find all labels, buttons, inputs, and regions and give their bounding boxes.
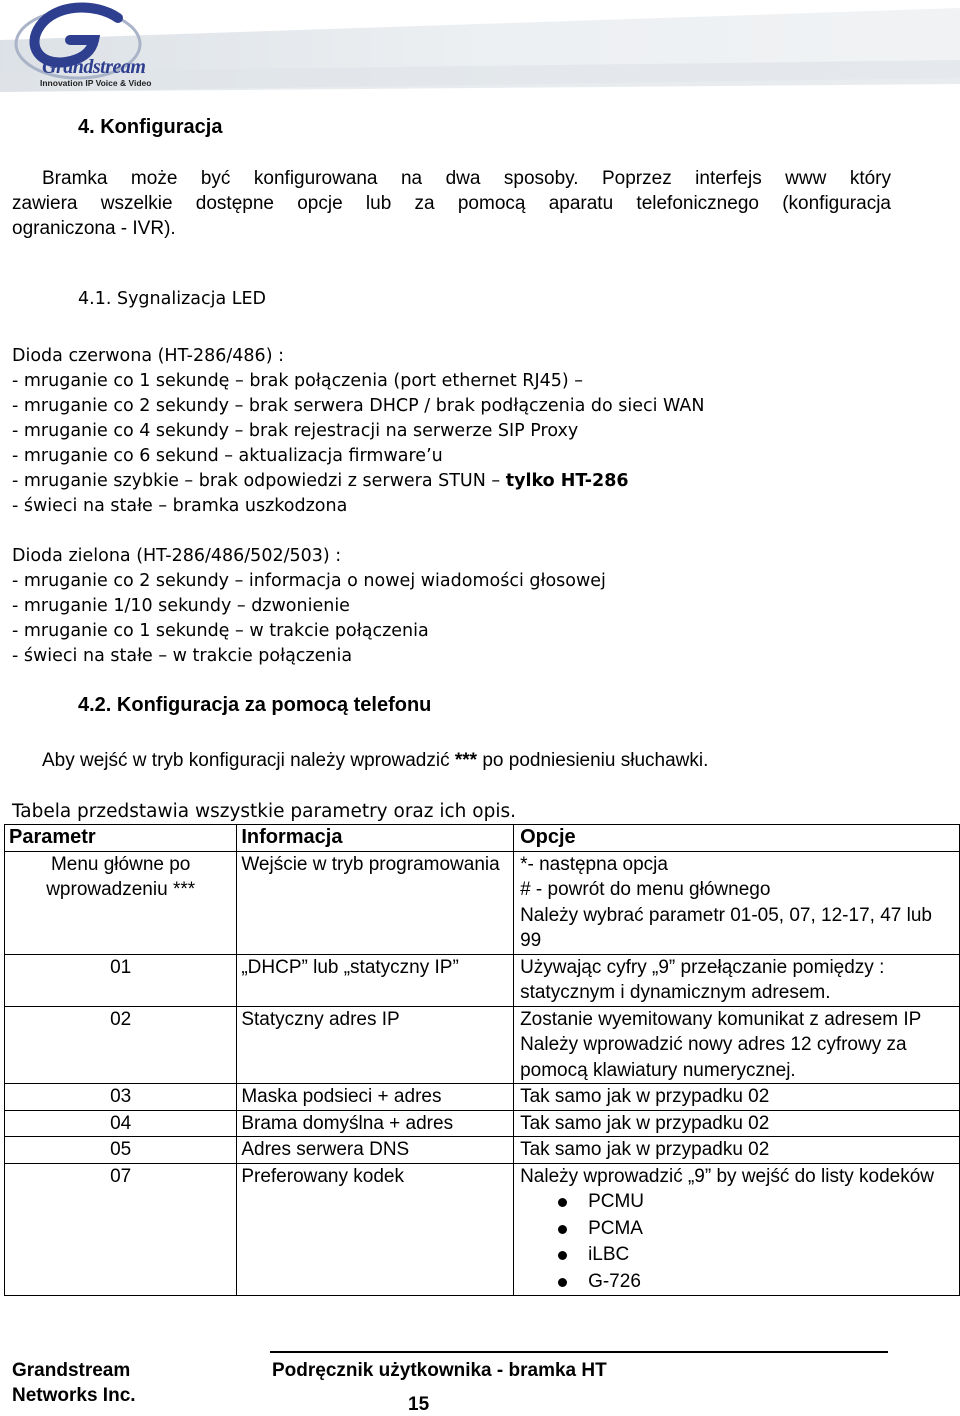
- section-4-2-heading: 4.2. Konfiguracja za pomocą telefonu: [78, 694, 432, 716]
- param-cell: Menu główne po wprowadzeniu ***: [5, 851, 237, 954]
- logo-wordmark: Grandstream: [42, 56, 146, 78]
- section-4-1-heading: 4.1. Sygnalizacja LED: [78, 289, 267, 309]
- ht286-only-note: tylko HT-286: [505, 471, 629, 491]
- intro-line-1: Bramka może być konfigurowana na dwa sposoby. Poprzez interfejs www który: [42, 168, 891, 189]
- table-row: [5, 1110, 960, 1137]
- codec-item: G-726: [588, 1269, 955, 1296]
- options-cell: Tak samo jak w przypadku 02: [514, 1137, 960, 1164]
- footer-company-line-2: Networks Inc.: [12, 1385, 136, 1406]
- options-cell: [514, 1006, 960, 1084]
- options-cell: Tak samo jak w przypadku 02: [514, 1110, 960, 1137]
- footer-manual-title: Podręcznik użytkownika - bramka HT: [272, 1360, 607, 1381]
- green-led-item: - mruganie co 2 sekundy – informacja o nowej wiadomości głosowej: [12, 571, 606, 591]
- info-cell: „DHCP” lub „statyczny IP”: [237, 954, 514, 1006]
- parameters-table: [4, 824, 960, 1296]
- table-row: [5, 1006, 960, 1084]
- codec-item: iLBC: [588, 1242, 955, 1269]
- info-cell: Statyczny adres IP: [237, 1006, 514, 1084]
- page-number: 15: [408, 1394, 430, 1415]
- table-header-row: [5, 825, 960, 852]
- option-line: *- następna opcja: [520, 853, 668, 875]
- param-cell: 03: [5, 1084, 237, 1111]
- red-led-item: - mruganie co 4 sekundy – brak rejestracji na serwerze SIP Proxy: [12, 421, 579, 441]
- option-line: Zostanie wyemitowany komunikat z adresem IP: [520, 1008, 922, 1030]
- footer-divider: [270, 1351, 888, 1353]
- footer-company-line-1: Grandstream: [12, 1360, 131, 1381]
- red-led-item: - mruganie co 1 sekundę – brak połączenia (port ethernet RJ45) –: [12, 371, 584, 391]
- table-row: [5, 1163, 960, 1296]
- option-line: Używając cyfry „9” przełączanie pomiędzy : statycznym i dynamicznym adresem.: [520, 956, 885, 1003]
- page-header: [0, 0, 960, 92]
- option-line: Należy wprowadzić „9” by wejść do listy kodeków: [520, 1165, 935, 1187]
- intro-line-3: ograniczona - IVR).: [12, 218, 176, 239]
- info-cell: Adres serwera DNS: [237, 1137, 514, 1164]
- info-cell: Wejście w tryb programowania: [237, 851, 514, 954]
- column-header-parametr: Parametr: [5, 825, 237, 852]
- column-header-informacja: Informacja: [237, 825, 514, 852]
- options-cell: Tak samo jak w przypadku 02: [514, 1084, 960, 1111]
- param-cell: 07: [5, 1163, 237, 1296]
- param-cell: 02: [5, 1006, 237, 1084]
- green-led-item: - świeci na stałe – w trakcie połączenia: [12, 646, 353, 666]
- config-instruction: Aby wejść w tryb konfiguracji należy wprowadzić *** po podniesieniu słuchawki.: [42, 750, 709, 771]
- info-cell: Brama domyślna + adres: [237, 1110, 514, 1137]
- table-caption: Tabela przedstawia wszystkie parametry oraz ich opis.: [12, 801, 516, 822]
- logo-tagline: Innovation IP Voice & Video: [40, 78, 152, 88]
- option-line: Należy wybrać parametr 01-05, 07, 12-17, 47 lub 99: [520, 904, 932, 951]
- codec-item: PCMU: [588, 1189, 955, 1216]
- table-row: [5, 851, 960, 954]
- param-cell: 04: [5, 1110, 237, 1137]
- section-4-heading: 4. Konfiguracja: [78, 116, 223, 138]
- star-code: ***: [454, 750, 478, 771]
- param-cell: 01: [5, 954, 237, 1006]
- green-led-item: - mruganie 1/10 sekundy – dzwonienie: [12, 596, 350, 616]
- green-led-item: - mruganie co 1 sekundę – w trakcie połączenia: [12, 621, 429, 641]
- codec-list: [520, 1189, 955, 1295]
- info-cell: Maska podsieci + adres: [237, 1084, 514, 1111]
- red-led-item: - mruganie co 2 sekundy – brak serwera DHCP / brak podłączenia do sieci WAN: [12, 396, 705, 416]
- table-row: [5, 954, 960, 1006]
- red-led-item: - mruganie co 6 sekund – aktualizacja firmware’u: [12, 446, 443, 466]
- options-cell: [514, 954, 960, 1006]
- param-cell: 05: [5, 1137, 237, 1164]
- table-row: [5, 1137, 960, 1164]
- info-cell: Preferowany kodek: [237, 1163, 514, 1296]
- red-led-title: Dioda czerwona (HT-286/486) :: [12, 346, 284, 366]
- options-cell: [514, 1163, 960, 1296]
- column-header-opcje: Opcje: [514, 825, 960, 852]
- green-led-title: Dioda zielona (HT-286/486/502/503) :: [12, 546, 342, 566]
- options-cell: [514, 851, 960, 954]
- red-led-item: - świeci na stałe – bramka uszkodzona: [12, 496, 348, 516]
- codec-item: PCMA: [588, 1216, 955, 1243]
- option-line: Należy wprowadzić nowy adres 12 cyfrowy za pomocą klawiatury numerycznej.: [520, 1034, 907, 1081]
- table-row: [5, 1084, 960, 1111]
- intro-line-2: zawiera wszelkie dostępne opcje lub za pomocą aparatu telefonicznego (konfiguracja: [12, 193, 891, 214]
- red-led-item: - mruganie szybkie – brak odpowiedzi z serwera STUN – tylko HT-286: [12, 471, 629, 491]
- option-line: # - powrót do menu głównego: [520, 879, 771, 900]
